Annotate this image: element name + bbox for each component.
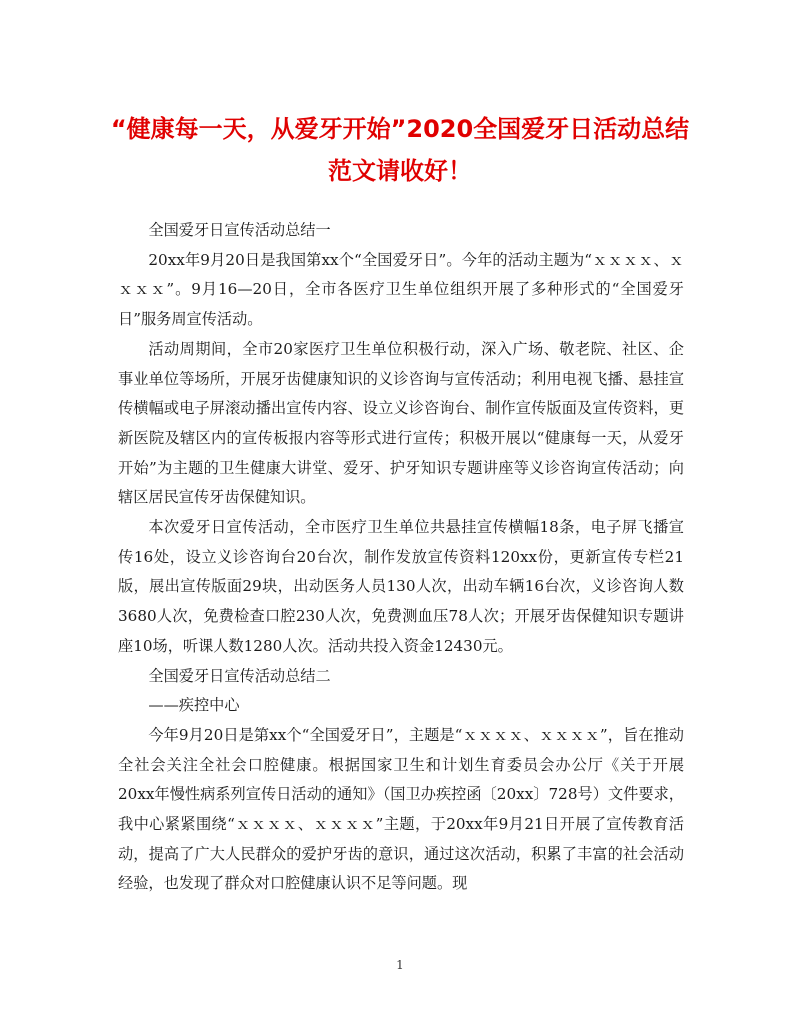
document-body [118,216,684,899]
section-byline: ——疾控中心 [148,696,240,715]
section-heading-1: 全国爱牙日宣传活动总结一 [148,221,331,239]
paragraph: 20xx年9月20日是我国第xx个“全国爱牙日”。今年的活动主题为“ｘｘｘｘ、ｘｘｘｘ”。9月16—20日，全市各医疗卫生单位组织开展了多种形式的“全国爱牙日”服务周宣传活动。 [118,250,684,329]
page-number: 1 [396,958,404,972]
paragraph: 本次爱牙日宣传活动，全市医疗卫生单位共悬挂宣传横幅18条，电子屏飞播宣传16处，设立义诊咨询台20台次，制作发放宣传资料120xx份，更新宣传专栏21版，展出宣传版面29块，出动医务人员130人次，出动车辆16台次，义诊咨询人数3680人次，免费检查口腔230人次，免费测血压78人次；开展牙齿保健知识专题讲座10场，听课人数1280人次。活动共投入资金12430元。 [118,518,684,655]
paragraph: 今年9月20日是第xx个“全国爱牙日”，主题是“ｘｘｘｘ、ｘｘｘｘ”，旨在推动全社会关注全社会口腔健康。根据国家卫生和计划生育委员会办公厅《关于开展20xx年慢性病系列宣传日活动的通知》（国卫办疾控函〔20xx〕728号）文件要求，我中心紧紧围绕“ｘｘｘｘ、ｘｘｘｘ”主题，于20xx年9月21日开展了宣传教育活动，提高了广大人民群众的爱护牙齿的意识，通过这次活动，积累了丰富的社会活动经验，也发现了群众对口腔健康认识不足等问题。现 [118,725,684,893]
document-title: “健康每一天，从爱牙开始”2020全国爱牙日活动总结范文请收好！ [110,115,690,185]
paragraph: 活动周期间，全市20家医疗卫生单位积极行动，深入广场、敬老院、社区、企事业单位等场所，开展牙齿健康知识的义诊咨询与宣传活动；利用电视飞播、悬挂宣传横幅或电子屏滚动播出宣传内容、设立义诊咨询台、制作宣传版面及宣传资料，更新医院及辖区内的宣传板报内容等形式进行宣传；积极开展以“健康每一天，从爱牙开始”为主题的卫生健康大讲堂、爱牙、护牙知识专题讲座等义诊咨询宣传活动；向辖区居民宣传牙齿保健知识。 [118,339,684,507]
section-heading-2: 全国爱牙日宣传活动总结二 [148,666,331,685]
